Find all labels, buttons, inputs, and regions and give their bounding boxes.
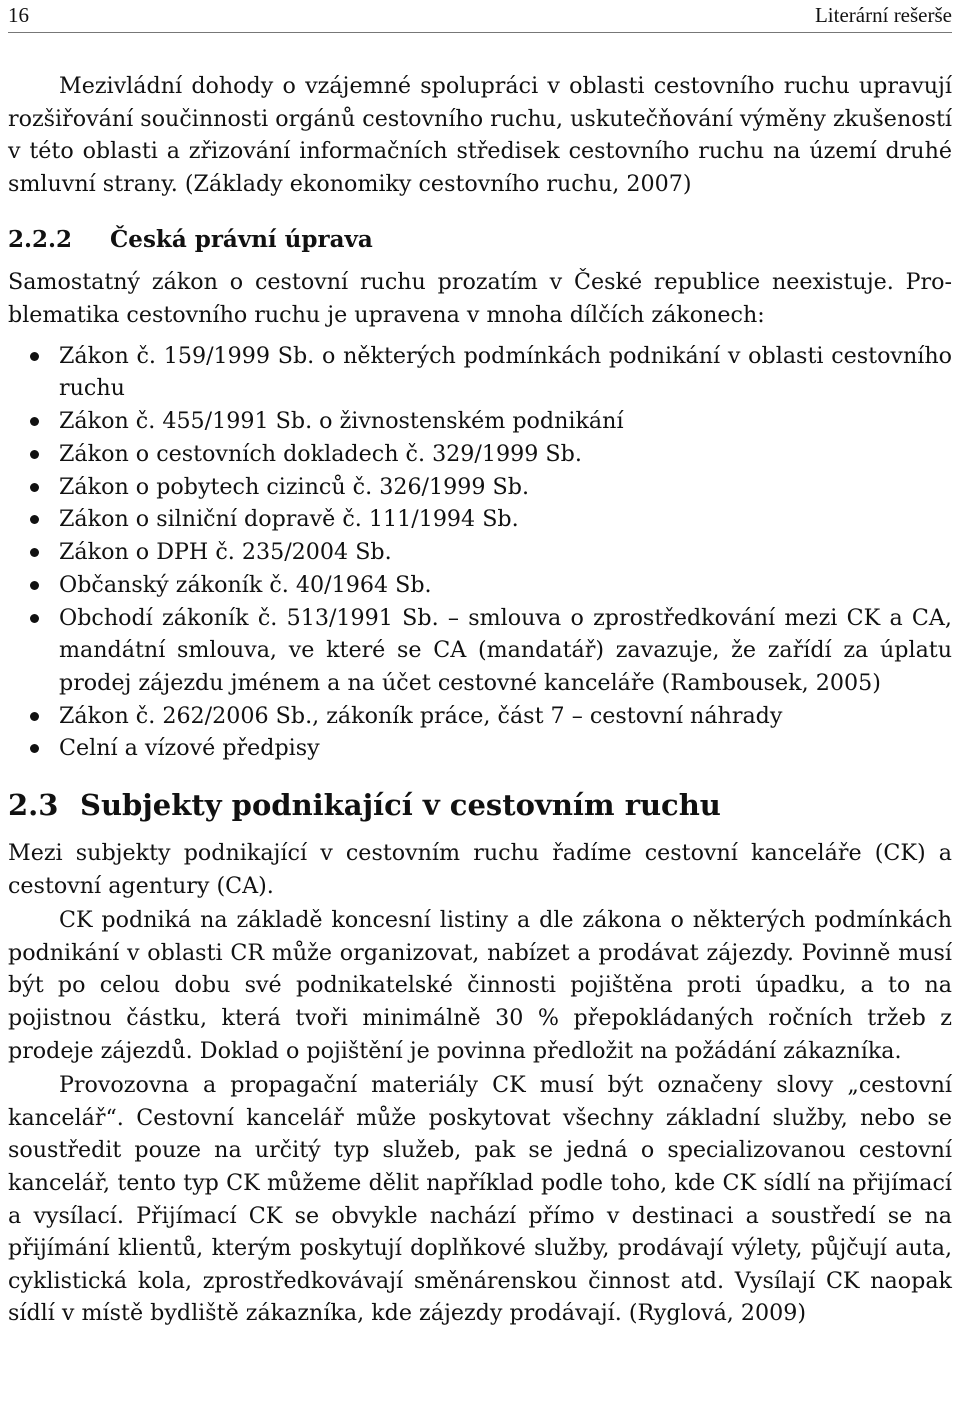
bullet-icon: [30, 614, 39, 623]
section-paragraph: Provozovna a propagační materiály CK musí být označeny slovy „cestovní kancelář“. Cestovní kancelář může poskytovat všechny základní služby, nebo se soustředit pouze na určitý typ služeb, pak se jedná o specializovanou cestovní kancelář, tento typ CK můžeme dělit například podle toho, kde CK sídlí na přijímací a vysílací. Přijímací CK se obvykle nachází přímo v destinaci a soustředí se na přijímání klientů, kterým poskytují doplňkové služby, prodávají výlety, půjčují auta, cyklistická kola, zprostředkovávají směnárenskou činnost atd. Vysílají CK naopak sídlí v místě bydliště zákazníka, kde zájezdy prodávají. (Ryglová, 2009): [8, 1072, 952, 1327]
bullet-icon: [30, 581, 39, 590]
section-paragraph: CK podniká na základě koncesní listiny a dle zákona o některých podmínkách podnikání v oblasti CR může organizovat, nabízet a prodávat zájezdy. Povinně musí být po celou dobu své podnikatelské činnosti pojištěna proti úpadku, a to na pojistnou částku, která tvoři minimálně 30 % přepokládaných ročních tržeb z prodeje zájezdů. Doklad o pojištění je povinna předložit na požádání zákazníka.: [8, 907, 952, 1064]
list-item-text: Zákon č. 455/1991 Sb. o živnostenském podnikání: [59, 407, 624, 434]
list-item-text: Zákon o DPH č. 235/2004 Sb.: [59, 539, 392, 566]
list-item-text: Občanský zákoník č. 40/1964 Sb.: [59, 571, 432, 598]
bullet-icon: [30, 483, 39, 492]
page-header: [8, 0, 952, 33]
bullet-icon: [30, 515, 39, 524]
running-title: Literární rešerše: [814, 3, 952, 27]
list-item: [8, 503, 952, 536]
law-list: [8, 340, 952, 765]
section-paragraph: Samostatný zákon o cestovní ruchu prozatím v České republice neexistuje. Problematika cestovního ruchu je upravena v mnoha dílčích zákonech:: [8, 269, 952, 328]
list-item: [8, 602, 952, 700]
list-item: [8, 569, 952, 602]
page-number: 16: [8, 3, 29, 27]
list-item-text: Zákon o silniční dopravě č. 111/1994 Sb.: [59, 506, 519, 533]
bullet-icon: [30, 712, 39, 721]
bullet-icon: [30, 417, 39, 426]
section-title: Subjekty podnikající v cestovním ruchu: [80, 787, 721, 822]
section-title: Česká právní úprava: [110, 226, 373, 254]
bullet-icon: [30, 548, 39, 557]
list-item: [8, 700, 952, 733]
list-item: [8, 471, 952, 504]
section-heading-2-2-2: [8, 222, 952, 258]
list-item-text: Celní a vízové předpisy: [59, 735, 320, 762]
section-heading-2-3: [8, 785, 952, 825]
intro-paragraph: Mezivládní dohody o vzájemné spolupráci v oblasti cestovního ruchu upravují rozšiřování součinnosti orgánů cestovního ruchu, uskutečňování výměny zkušeností v této oblasti a zřizování informačních středisek cestovního ruchu na území druhé smluvní strany. (Základy ekonomiky cestovního ruchu, 2007): [8, 73, 952, 197]
list-item: [8, 438, 952, 471]
section-number: 2.3: [8, 787, 59, 822]
list-item: [8, 732, 952, 765]
section-number: 2.2.2: [8, 226, 73, 254]
list-item-text: Zákon o pobytech cizinců č. 326/1999 Sb.: [59, 473, 530, 500]
list-item-text: Obchodí zákoník č. 513/1991 Sb. – smlouva o zprostředkování mezi CK a CA, mandátní smlouva, ve které se CA (mandatář) zavazuje, že zařídí za úplatu prodej zájezdu jménem a na účet cestovné kanceláře (Rambousek, 2005): [59, 604, 952, 696]
list-item: [8, 536, 952, 569]
document-body: [8, 70, 952, 1330]
bullet-icon: [30, 450, 39, 459]
bullet-icon: [30, 352, 39, 361]
section-paragraph: Mezi subjekty podnikající v cestovním ruchu řadíme cestovní kanceláře (CK) a cestovní agentury (CA).: [8, 839, 952, 899]
list-item: [8, 405, 952, 438]
list-item: [8, 340, 952, 405]
list-item-text: Zákon č. 262/2006 Sb., zákoník práce, část 7 – cestovní náhrady: [59, 702, 783, 729]
bullet-icon: [30, 744, 39, 753]
list-item-text: Zákon o cestovních dokladech č. 329/1999 Sb.: [59, 440, 582, 467]
list-item-text: Zákon č. 159/1999 Sb. o některých podmínkách podnikání v oblasti cestovního ruchu: [59, 342, 952, 402]
